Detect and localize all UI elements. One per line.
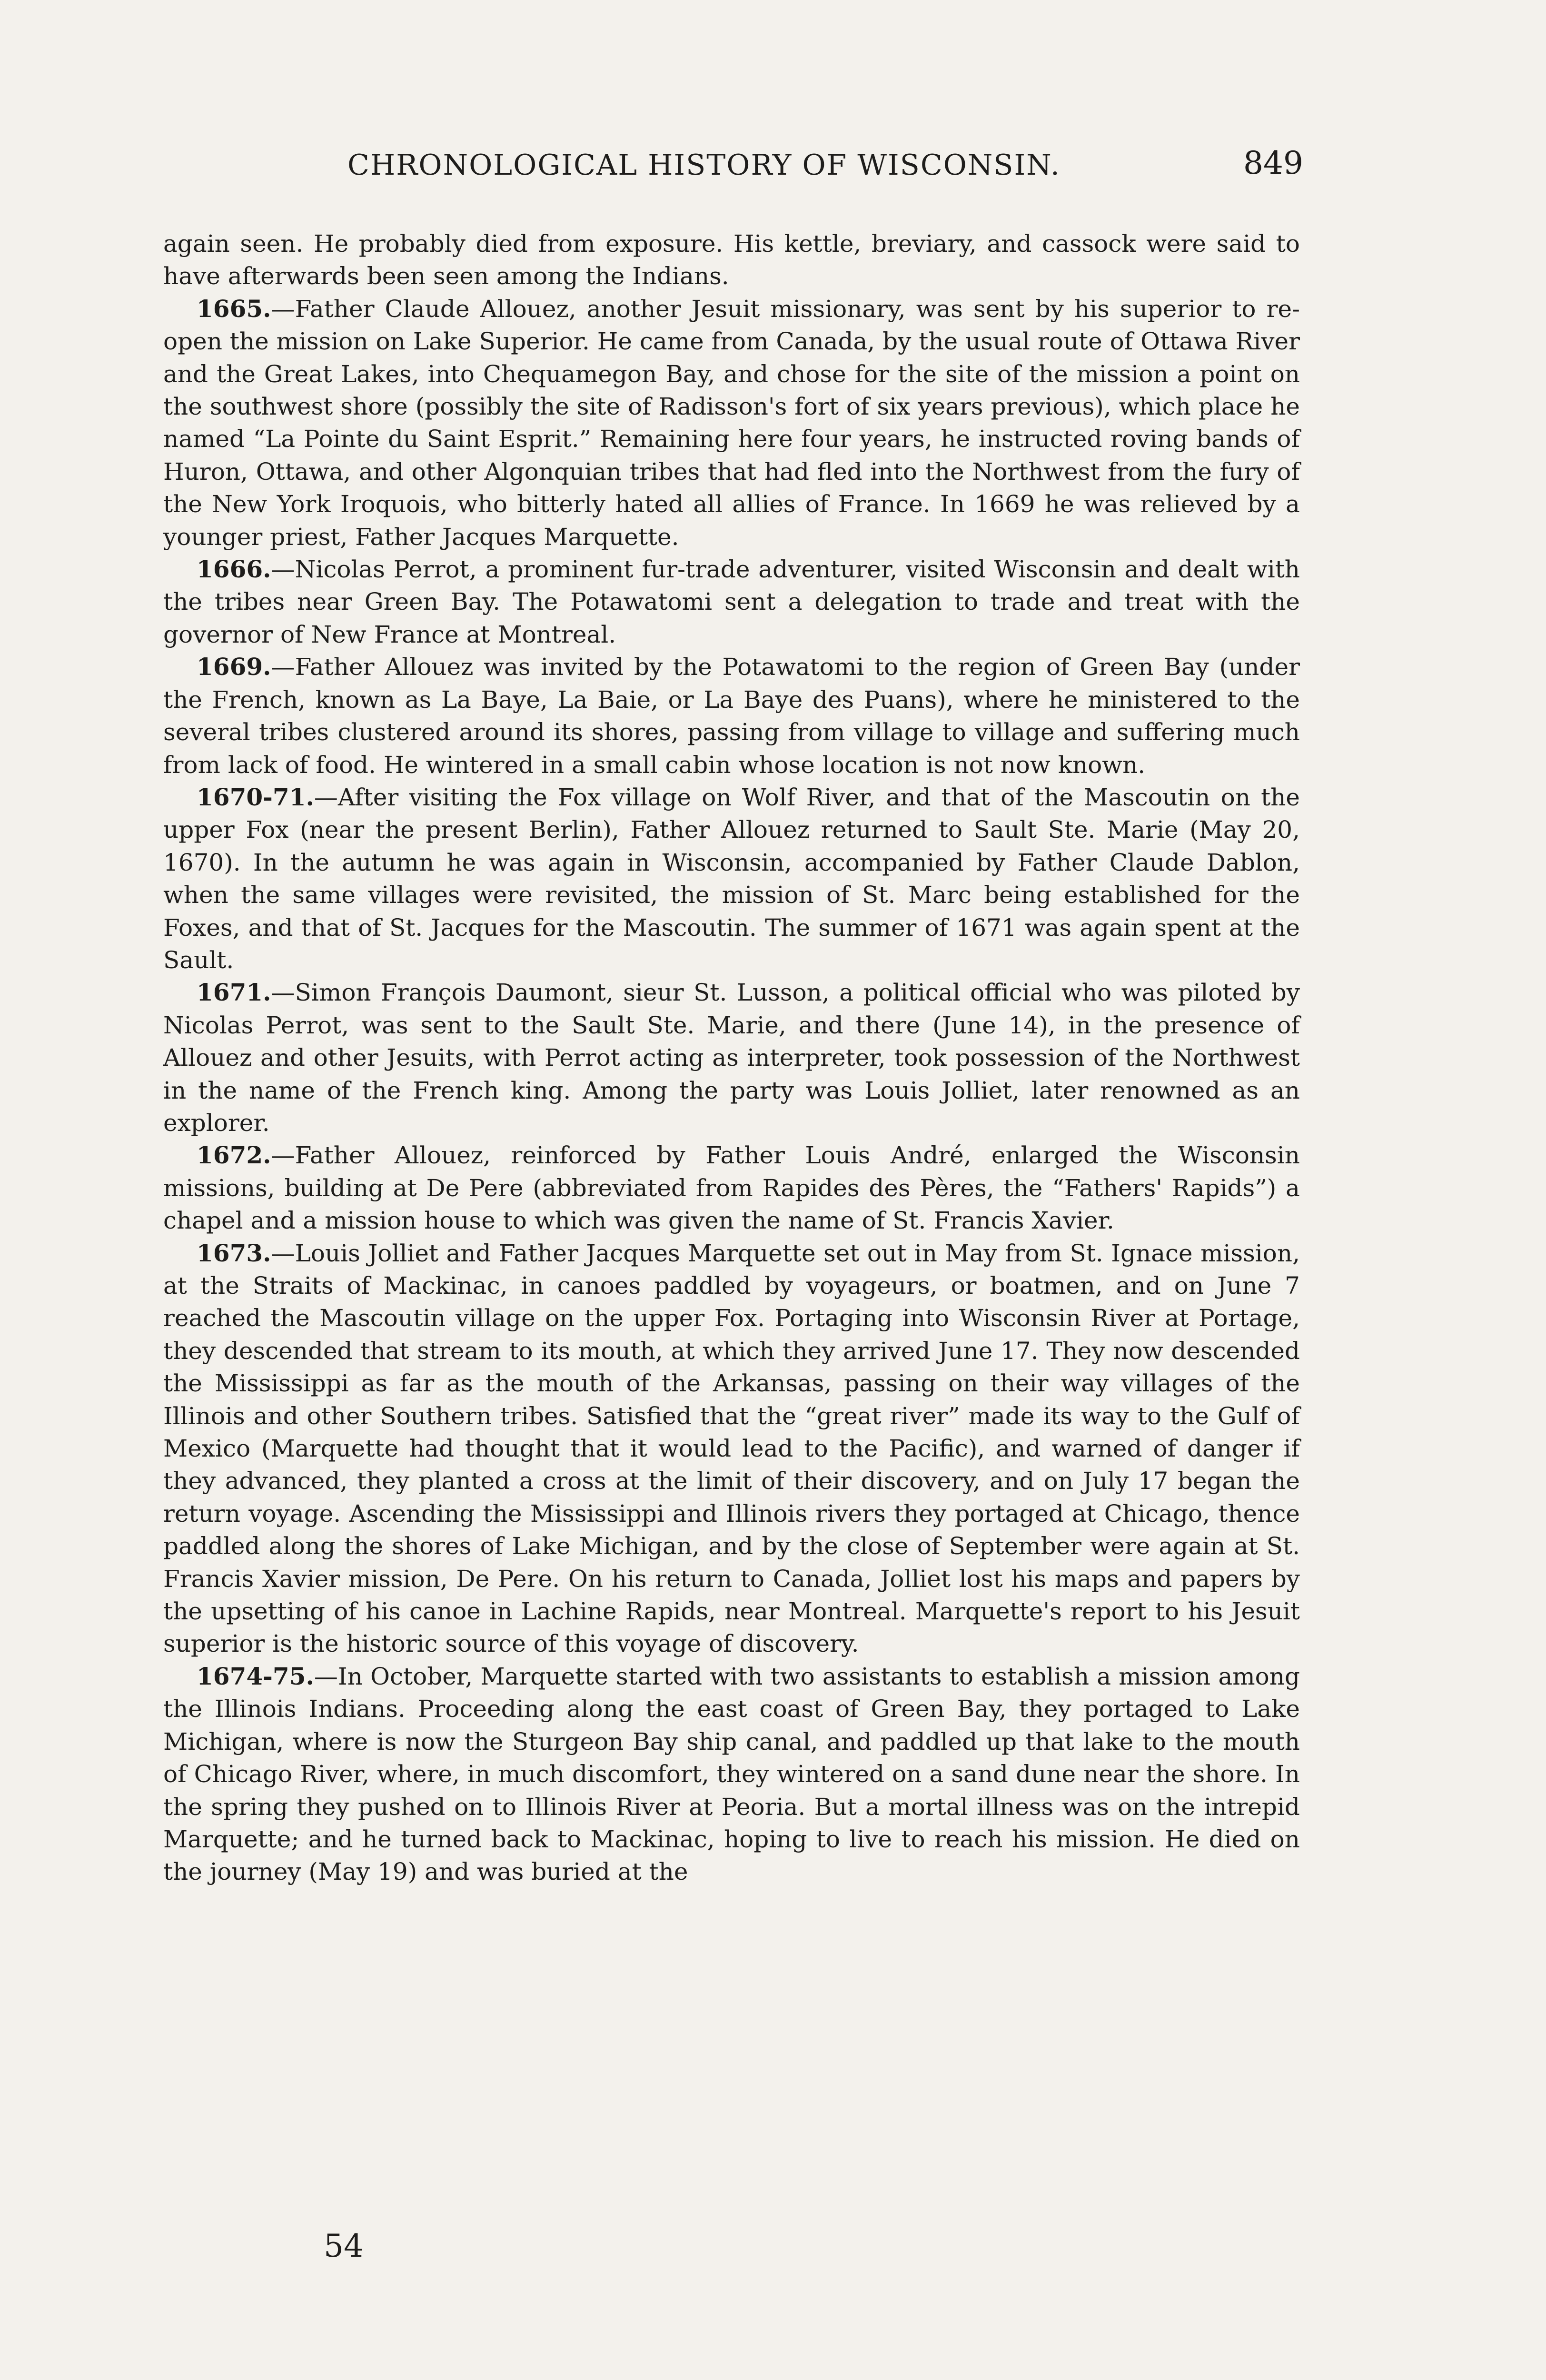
- continuation-paragraph: again seen. He probably died from exposure. His kettle, breviary, and cassock were said to have afterwards been seen among the Indians.: [163, 230, 1300, 290]
- chronology-entry-1673: [163, 1237, 1300, 1660]
- entry-year: 1672.: [197, 1141, 271, 1170]
- chronology-entry-1674-75: [163, 1660, 1300, 1888]
- chronology-entry-1665: [163, 293, 1300, 553]
- entry-year: 1670-71.: [197, 783, 314, 811]
- chronology-entry-1669: [163, 651, 1300, 781]
- chronology-entry-1671: [163, 976, 1300, 1139]
- entry-text: —Louis Jolliet and Father Jacques Marquette set out in May from St. Ignace mission, at the Straits of Mackinac, in canoes paddled by voyageurs, or boatmen, and on June 7 reached the Mascoutin village on the upper Fox. Portaging into Wisconsin River at Portage, they descended that stream to its mouth, at which they arrived June 17. They now descended the Mississippi as far as the mouth of the Arkansas, passing on their way villages of the Illinois and other Southern tribes. Satisfied that the “great river” made its way to the Gulf of Mexico (Marquette had thought that it would lead to the Pacific), and warned of danger if they advanced, they planted a cross at the limit of their discovery, and on July 17 began the return voyage. Ascending the Mississippi and Illinois rivers they portaged at Chicago, thence paddled along the shores of Lake Michigan, and by the close of September were again at St. Francis Xavier mission, De Pere. On his return to Canada, Jolliet lost his maps and papers by the upsetting of his canoe in Lachine Rapids, near Montreal. Marquette's report to his Jesuit superior is the historic source of this voyage of discovery.: [163, 1239, 1300, 1658]
- body-text: [163, 228, 1300, 1888]
- entry-year: 1674-75.: [197, 1662, 314, 1690]
- entry-year: 1673.: [197, 1239, 271, 1267]
- entry-year: 1666.: [197, 555, 271, 584]
- page-number: 849: [1243, 145, 1303, 181]
- entry-year: 1669.: [197, 653, 271, 681]
- entry-text: —Father Allouez was invited by the Potawatomi to the region of Green Bay (under the French, known as La Baye, La Baie, or La Baye des Puans), where he ministered to the several tribes clustered around its shores, passing from village to village and suffering much from lack of food. He wintered in a small cabin whose location is not now known.: [163, 653, 1300, 779]
- chronology-entry-1666: [163, 553, 1300, 651]
- entry-year: 1665.: [197, 294, 271, 323]
- chronology-entry-1670-71: [163, 781, 1300, 976]
- running-title: CHRONOLOGICAL HISTORY OF WISCONSIN.: [347, 149, 1060, 182]
- entry-text: —Father Claude Allouez, another Jesuit missionary, was sent by his superior to re-open the mission on Lake Superior. He came from Canada, by the usual route of Ottawa River and the Great Lakes, into Chequamegon Bay, and chose for the site of the mission a point on the southwest shore (possibly the site of Radisson's fort of six years previous), which place he named “La Pointe du Saint Esprit.” Remaining here four years, he instructed roving bands of Huron, Ottawa, and other Algonquian tribes that had fled into the Northwest from the fury of the New York Iroquois, who bitterly hated all allies of France. In 1669 he was relieved by a younger priest, Father Jacques Marquette.: [163, 295, 1300, 551]
- chronology-entry-1672: [163, 1139, 1300, 1237]
- signature-mark: 54: [324, 2228, 364, 2264]
- entry-text: —In October, Marquette started with two assistants to establish a mission among the Illinois Indians. Proceeding along the east coast of Green Bay, they portaged to Lake Michigan, where is now the Sturgeon Bay ship canal, and paddled up that lake to the mouth of Chicago River, where, in much discomfort, they wintered on a sand dune near the shore. In the spring they pushed on to Illinois River at Peoria. But a mortal illness was on the intrepid Marquette; and he turned back to Mackinac, hoping to live to reach his mission. He died on the journey (May 19) and was buried at the: [163, 1662, 1300, 1886]
- entry-year: 1671.: [197, 978, 271, 1007]
- entry-text: —Nicolas Perrot, a prominent fur-trade adventurer, visited Wisconsin and dealt with the tribes near Green Bay. The Potawatomi sent a delegation to trade and treat with the governor of New France at Montreal.: [163, 555, 1300, 648]
- entry-text: —Simon François Daumont, sieur St. Lusson, a political official who was piloted by Nicolas Perrot, was sent to the Sault Ste. Marie, and there (June 14), in the presence of Allouez and other Jesuits, with Perrot acting as interpreter, took possession of the Northwest in the name of the French king. Among the party was Louis Jolliet, later renowned as an explorer.: [163, 979, 1300, 1137]
- entry-text: —After visiting the Fox village on Wolf River, and that of the Mascoutin on the upper Fox (near the present Berlin), Father Allouez returned to Sault Ste. Marie (May 20, 1670). In the autumn he was again in Wisconsin, accompanied by Father Claude Dablon, when the same villages were revisited, the mission of St. Marc being established for the Foxes, and that of St. Jacques for the Mascoutin. The summer of 1671 was again spent at the Sault.: [163, 783, 1300, 974]
- entry-text: —Father Allouez, reinforced by Father Louis André, enlarged the Wisconsin missions, building at De Pere (abbreviated from Rapides des Pères, the “Fathers' Rapids”) a chapel and a mission house to which was given the name of St. Francis Xavier.: [163, 1141, 1300, 1235]
